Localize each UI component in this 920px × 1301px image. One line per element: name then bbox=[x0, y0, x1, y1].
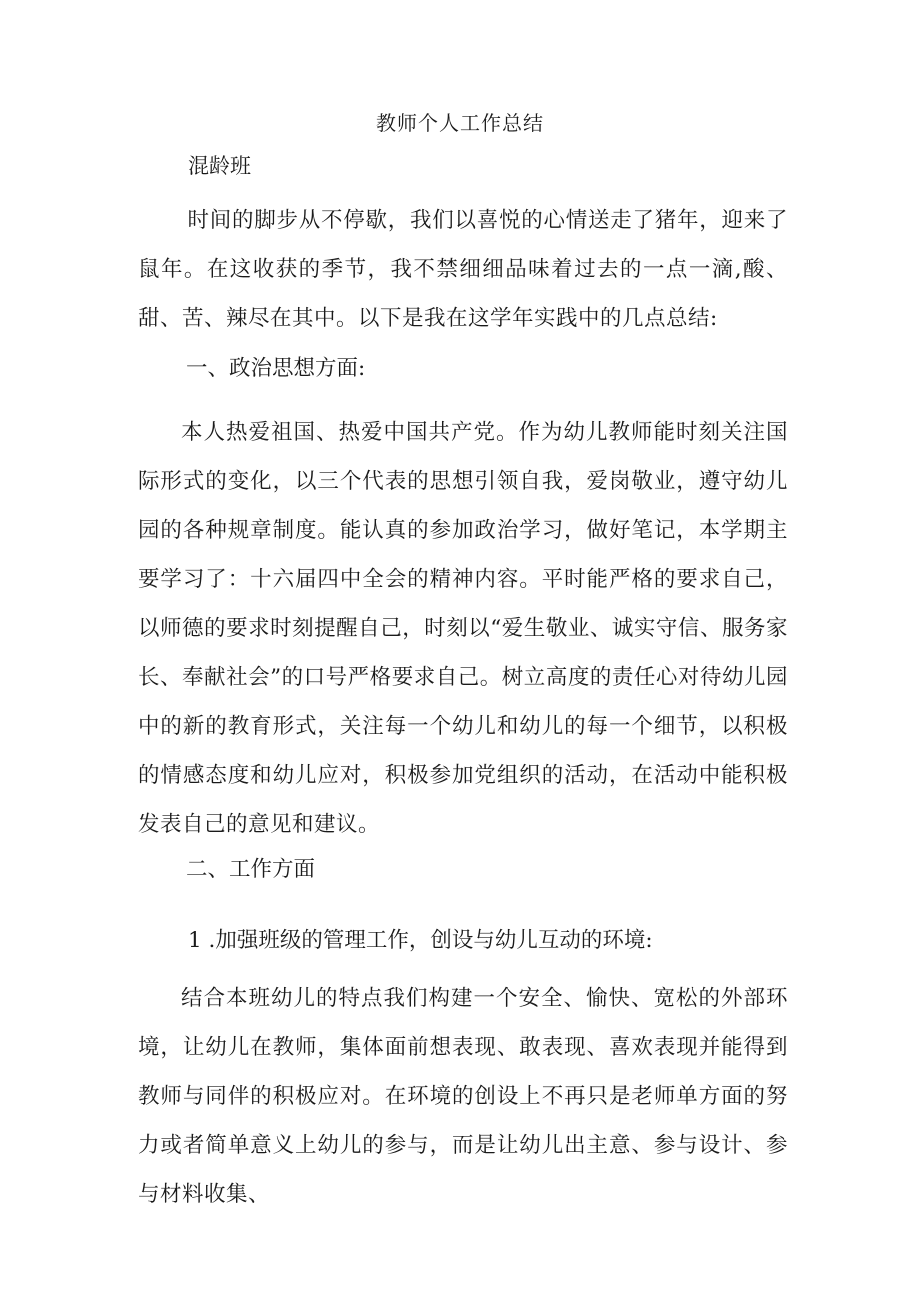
intro-paragraph: 时间的脚步从不停歇，我们以喜悦的心情送走了猪年，迎来了鼠年。在这收获的季节，我不禁细细品味着过去的一点一滴,酸、甜、苦、辣尽在其中。以下是我在这学年实践中的几点总结: bbox=[138, 208, 788, 331]
section2-sub1-paragraph: 结合本班幼儿的特点我们构建一个安全、愉快、宽松的外部环境，让幼儿在教师，集体面前想表现、敢表现、喜欢表现并能得到教师与同伴的积极应对。在环境的创设上不再只是老师单方面的努力或者简单意义上幼儿的参与，而是让幼儿出主意、参与设计、参与材料收集、 bbox=[138, 986, 788, 1207]
section1-paragraph: 本人热爱祖国、热爱中国共产党。作为幼儿教师能时刻关注国际形式的变化，以三个代表的思想引领自我，爱岗敬业，遵守幼儿园的各种规章制度。能认真的参加政治学习，做好笔记，本学期主要学习了：十六届四中全会的精神内容。平时能严格的要求自己，以师德的要求时刻提醒自己，时刻以“爱生敬业、诚实守信、服务家长、奉献社会”的口号严格要求自己。树立高度的责任心对待幼儿园中的新的教育形式，关注每一个幼儿和幼儿的每一个细节，以积极的情感态度和幼儿应对，积极参加党组织的活动，在活动中能积极发表自己的意见和建议。 bbox=[138, 420, 788, 837]
document-subtitle: 混龄班 bbox=[188, 154, 251, 178]
section2-subheading-1: 1 .加强班级的管理工作，创设与幼儿互动的环境: bbox=[188, 928, 653, 953]
section1-heading: 一、政治思想方面: bbox=[186, 356, 366, 381]
document-title: 教师个人工作总结 bbox=[376, 111, 544, 135]
section2-heading: 二、工作方面 bbox=[186, 857, 316, 882]
